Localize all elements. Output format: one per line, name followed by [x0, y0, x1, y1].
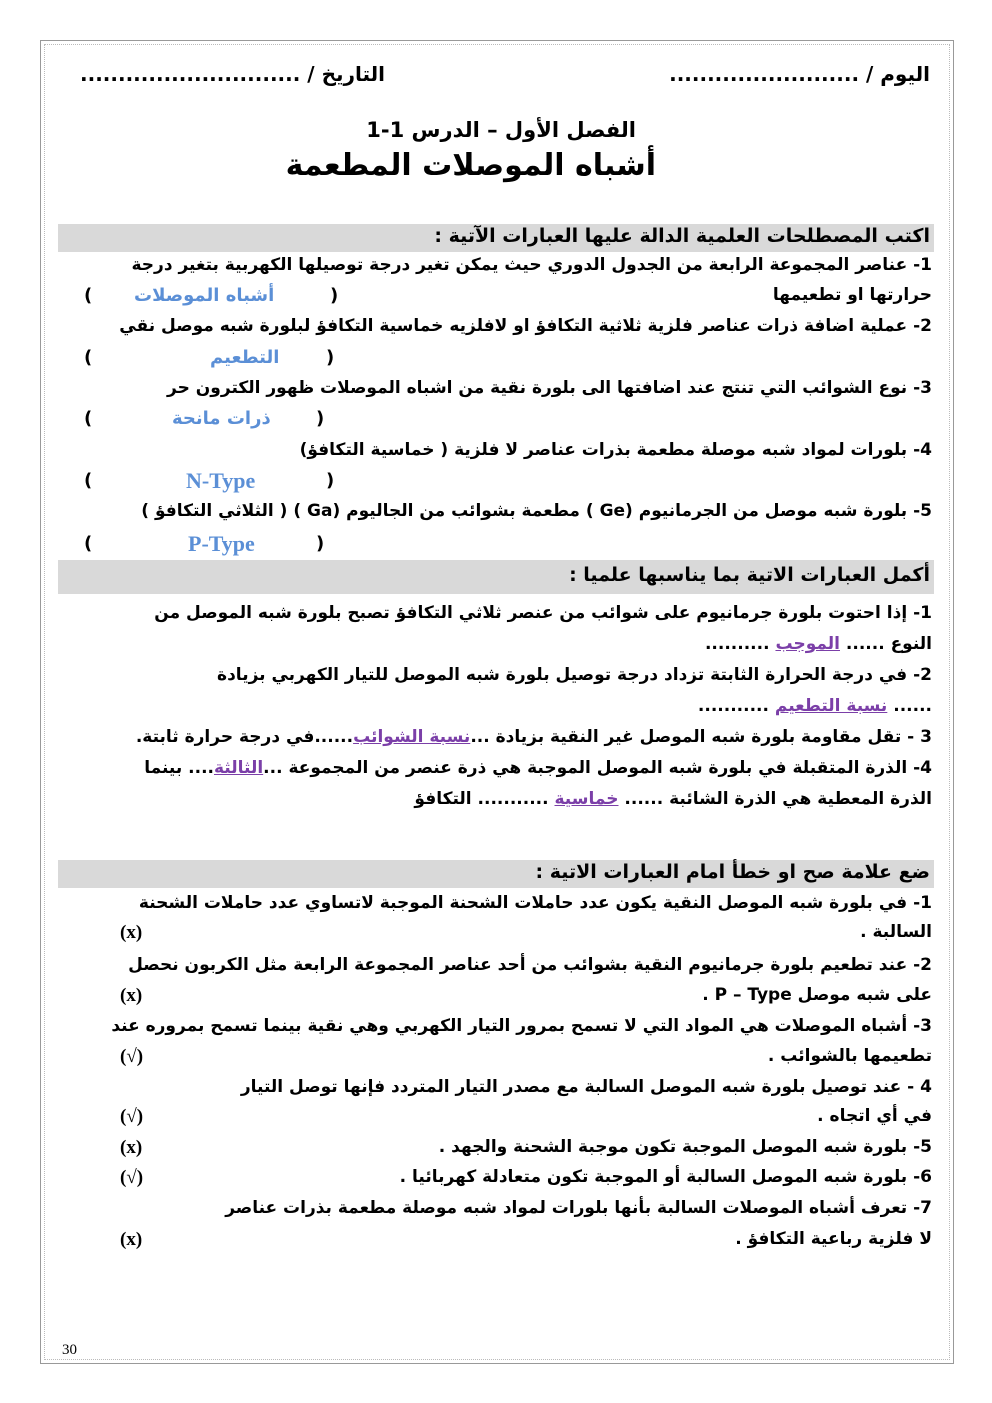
- s3-item4-line1: 4 - عند توصيل بلورة شبه الموصل السالبة مع مصدر التيار المتردد فإنها توصل التيار: [240, 1077, 932, 1097]
- s2-item1-answer: الموجب: [775, 634, 840, 654]
- s3-item3-mark: (√): [120, 1046, 144, 1067]
- page-title: أشباه الموصلات المطعمة: [285, 148, 656, 183]
- s2-item2-pre: ......: [893, 696, 932, 716]
- s2-item3-answer: نسبة الشوائب: [353, 727, 471, 747]
- s2-item5-pre: الذرة المعطية هي الذرة الشائبة ......: [624, 789, 932, 809]
- s1-item3-paren-left: (: [84, 408, 93, 429]
- day-label: اليوم / .........................: [669, 62, 930, 86]
- s3-item5-mark: (x): [120, 1137, 143, 1158]
- date-label: التاريخ / .............................: [80, 62, 386, 86]
- chapter-title: الفصل الأول – الدرس 1-1: [366, 118, 636, 142]
- s3-item5-line1: 5- بلورة شبه الموصل الموجبة تكون موجبة الشحنة والجهد .: [438, 1137, 932, 1157]
- s1-item1-answer: أشباه الموصلات: [134, 285, 275, 306]
- s2-item2-line1: 2- في درجة الحرارة الثابتة تزداد درجة توصيل بلورة شبه الموصل للتيار الكهربي بزيادة: [217, 665, 932, 685]
- s3-item6-line1: 6- بلورة شبه الموصل السالبة أو الموجبة تكون متعادلة كهربائيا .: [399, 1167, 932, 1187]
- s3-item4-line2: في أي اتجاه .: [817, 1106, 932, 1126]
- s1-item2-answer: التطعيم: [210, 347, 280, 368]
- s2-item1-line1: 1- إذا احتوت بلورة جرمانيوم على شوائب من عنصر ثلاثي التكافؤ تصبح بلورة شبه الموصل من: [154, 603, 932, 623]
- s1-item1-paren-right: ): [330, 285, 339, 306]
- s3-item7-mark: (x): [120, 1229, 143, 1250]
- s1-item5-paren-right: ): [316, 533, 325, 554]
- s1-item3-paren-right: ): [316, 408, 325, 429]
- section2-heading-bar: [58, 560, 934, 594]
- s3-item4-mark: (√): [120, 1106, 144, 1127]
- s1-item5-answer: P-Type: [188, 531, 255, 556]
- s3-item6-mark: (√): [120, 1167, 144, 1188]
- s2-item2-answer: نسبة التطعيم: [774, 696, 888, 716]
- s2-item5-line: [414, 789, 932, 809]
- page-number: 30: [62, 1342, 77, 1358]
- s1-item2-paren-right: ): [326, 347, 335, 368]
- section3-heading: ضع علامة صح او خطأ امام العبارات الاتية :: [535, 861, 930, 883]
- s2-item5-post: ........... التكافؤ: [414, 789, 555, 809]
- s3-item1-line1: 1- في بلورة شبه الموصل النقية يكون عدد حاملات الشحنة الموجبة لاتساوي عدد حاملات الشحنة: [138, 893, 932, 913]
- s1-item2-line1: 2- عملية اضافة ذرات عناصر فلزية ثلاثية التكافؤ او لافلزيه خماسية التكافؤ لبلورة شبه موصل نقي: [119, 316, 932, 336]
- s2-item1-line2: [705, 634, 932, 654]
- s2-item3-line: [136, 727, 932, 747]
- s1-item1-line2: حرارتها او تطعيمها: [772, 285, 932, 305]
- s2-item4-pre: 4- الذرة المتقبلة في بلورة شبه الموصل الموجبة هي ذرة عنصر من المجموعة ...: [263, 758, 932, 778]
- s2-item2-post: ...........: [697, 696, 775, 716]
- section3-heading-bar: [58, 860, 934, 888]
- s3-item2-line1: 2- عند تطعيم بلورة جرمانيوم النقية بشوائب من أحد عناصر المجموعة الرابعة مثل الكربون نحصل: [128, 955, 932, 975]
- s1-item5-paren-left: (: [84, 533, 93, 554]
- s2-item2-line2: [698, 696, 932, 716]
- s2-item3-pre: 3 - تقل مقاومة بلورة شبه الموصل غير النقية بزيادة ...: [470, 727, 932, 747]
- s2-item5-answer: خماسية: [554, 789, 619, 809]
- s1-item4-answer: N-Type: [186, 468, 256, 493]
- s3-item1-line2: السالبة .: [860, 922, 932, 942]
- s3-item7-line2: لا فلزية رباعية التكافؤ .: [735, 1229, 932, 1249]
- s2-item4-answer: الثالثة: [213, 758, 264, 778]
- s3-item7-line1: 7- تعرف أشباه الموصلات السالبة بأنها بلورات لمواد شبه موصلة مطعمة بذرات عناصر: [225, 1198, 932, 1218]
- s1-item4-line1: 4- بلورات لمواد شبه موصلة مطعمة بذرات عناصر لا فلزية ( خماسية التكافؤ): [299, 440, 932, 460]
- section1-heading-bar: [58, 224, 934, 252]
- s1-item3-line1: 3- نوع الشوائب التي تنتج عند اضافتها الى بلورة نقية من اشباه الموصلات ظهور الكترون حر: [167, 378, 932, 398]
- section1-heading: اكتب المصطلحات العلمية الدالة عليها العبارات الآتية :: [434, 225, 930, 247]
- s3-item1-mark: (x): [120, 922, 143, 943]
- s3-item3-line2: تطعيمها بالشوائب .: [767, 1046, 932, 1066]
- s2-item1-pre: النوع ......: [845, 634, 932, 654]
- s3-item2-line2: على شبه موصل P – Type .: [702, 985, 932, 1005]
- s1-item5-line1: 5- بلورة شبه موصل من الجرمانيوم (Ge ) مطعمة بشوائب من الجاليوم (Ga ) ( الثلاثي التكافؤ ): [141, 501, 932, 521]
- s2-item4-line: [144, 758, 932, 778]
- s1-item2-paren-left: (: [84, 347, 93, 368]
- s1-item1-paren-left: (: [84, 285, 93, 306]
- s1-item3-answer: ذرات مانحة: [172, 408, 271, 429]
- s1-item4-paren-left: (: [84, 470, 93, 491]
- s1-item4-paren-right: ): [326, 470, 335, 491]
- section2-heading: أكمل العبارات الاتية بما يناسبها علميا :: [569, 564, 930, 586]
- s2-item1-post: ..........: [704, 634, 776, 654]
- s3-item2-mark: (x): [120, 985, 143, 1006]
- s2-item3-post: ......في درجة حرارة ثابتة.: [135, 727, 354, 747]
- s2-item4-post: .... بينما: [144, 758, 214, 778]
- s1-item1-line1: 1- عناصر المجموعة الرابعة من الجدول الدوري حيث يمكن تغير درجة توصيلها الكهربية بتغير درجة: [131, 255, 932, 275]
- s3-item3-line1: 3- أشباه الموصلات هي المواد التي لا تسمح بمرور التيار الكهربي وهي نقية بينما تسمح بمروره عند: [111, 1016, 932, 1036]
